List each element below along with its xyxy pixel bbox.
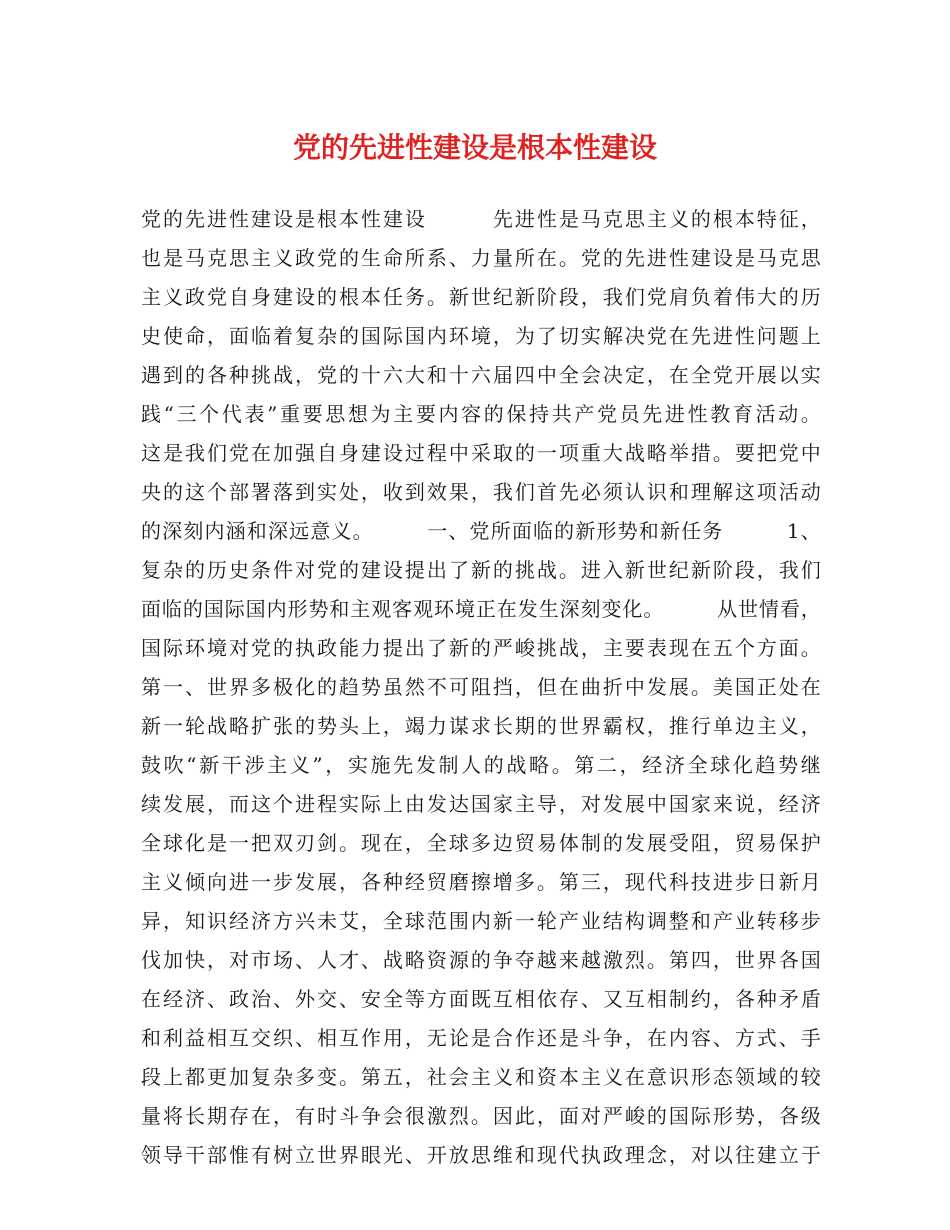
body-line: 国际环境对党的执政能力提出了新的严峻挑战，主要表现在五个方面。 [141,636,821,660]
body-line: 在经济、政治、外交、安全等方面既互相依存、又互相制约，各种矛盾 [141,987,821,1011]
body-line: 的深刻内涵和深远意义。 一、党所面临的新形势和新任务 1、 [141,519,821,543]
body-line: 续发展，而这个进程实际上由发达国家主导，对发展中国家来说，经济 [141,792,821,816]
body-line: 全球化是一把双刃剑。现在，全球多边贸易体制的发展受阻，贸易保护 [141,831,821,855]
body-line: 也是马克思主义政党的生命所系、力量所在。党的先进性建设是马克思 [141,246,821,270]
body-line: 遇到的各种挑战，党的十六大和十六届四中全会决定，在全党开展以实 [141,363,821,387]
body-line: 鼓吹“新干涉主义”，实施先发制人的战略。第二，经济全球化趋势继 [141,753,821,777]
body-line: 面临的国际国内形势和主观客观环境正在发生深刻变化。 从世情看， [141,597,821,621]
body-line: 伐加快，对市场、人才、战略资源的争夺越来越激烈。第四，世界各国 [141,948,821,972]
body-line: 领导干部惟有树立世界眼光、开放思维和现代执政理念，对以往建立于 [141,1143,821,1167]
body-line: 第一、世界多极化的趋势虽然不可阻挡，但在曲折中发展。美国正处在 [141,675,821,699]
document-title: 党的先进性建设是根本性建设 [292,131,657,164]
body-line: 践“三个代表”重要思想为主要内容的保持共产党员先进性教育活动。 [141,402,821,426]
body-line: 复杂的历史条件对党的建设提出了新的挑战。进入新世纪新阶段，我们 [141,558,821,582]
body-line: 史使命，面临着复杂的国际国内环境，为了切实解决党在先进性问题上 [141,324,821,348]
body-line: 这是我们党在加强自身建设过程中采取的一项重大战略举措。要把党中 [141,441,821,465]
body-line: 异，知识经济方兴未艾，全球范围内新一轮产业结构调整和产业转移步 [141,909,821,933]
body-line: 党的先进性建设是根本性建设 先进性是马克思主义的根本特征， [141,207,821,231]
body-line: 主义倾向进一步发展，各种经贸磨擦增多。第三，现代科技进步日新月 [141,870,821,894]
document-body [141,200,821,1175]
body-line: 和利益相互交织、相互作用，无论是合作还是斗争，在内容、方式、手 [141,1026,821,1050]
body-line: 央的这个部署落到实处，收到效果，我们首先必须认识和理解这项活动 [141,480,821,504]
body-line: 量将长期存在，有时斗争会很激烈。因此，面对严峻的国际形势，各级 [141,1104,821,1128]
body-line: 段上都更加复杂多变。第五，社会主义和资本主义在意识形态领域的较 [141,1065,821,1089]
body-line: 主义政党自身建设的根本任务。新世纪新阶段，我们党肩负着伟大的历 [141,285,821,309]
body-line: 新一轮战略扩张的势头上，竭力谋求长期的世界霸权，推行单边主义， [141,714,821,738]
